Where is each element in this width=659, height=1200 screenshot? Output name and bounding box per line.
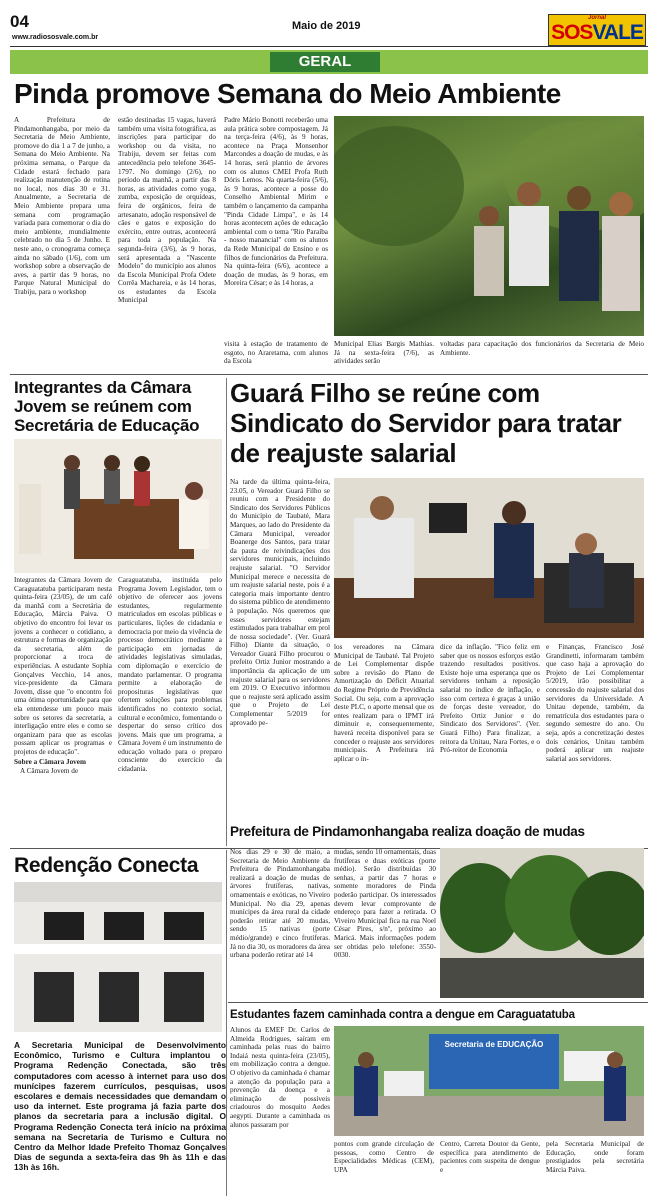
newspaper-logo <box>548 14 646 46</box>
article2-headline: Integrantes da Câmara Jovem se reúnem com Secretária de Educação <box>14 378 200 435</box>
article2-subhead: Sobre a Câmara Jovem <box>14 758 86 767</box>
article1-col6: voltadas para capacitação dos funcionários da Secretaria de Meio Ambiente. <box>440 340 644 357</box>
article3-col4: e Finanças, Francisco José Grandinetti, informaram também que caso haja a aprovação do Projeto de Lei Complementar 5/2019, irão possibilitar a concessão do reajuste salarial dos servidores da Universidade. A Unitau depende, também, da rematrícula dos estudantes para o segundo semestre do ano. Ou seja, após a concretização destes dois cenários, Unitau também poderá aplicar um reajuste salarial aos servidores. <box>546 643 644 763</box>
article5-headline: Redenção Conecta <box>14 854 199 877</box>
article2-photo <box>14 439 222 573</box>
article6-col1: Alunos da EMEF Dr. Carlos de Almeida Rodrigues, saíram em caminhada pelas ruas do bairro Indaiá nesta quinta-feira (23/05), em mobilização contra a dengue. O objetivo da caminhada é chamar a atenção da população para a prevenção da doença e a eliminação de possíveis criadouros do mosquito Aedes aegypti. Durante a caminhada os alunos passaram por <box>230 1026 330 1129</box>
article1-col5: Municipal Elias Bargis Mathias. Já na sexta-feira (7/6), as atividades serão <box>334 340 434 366</box>
logo-vale: VALE <box>592 21 643 44</box>
site-url[interactable]: www.radiososvale.com.br <box>12 34 99 41</box>
article3-col2: los vereadores na Câmara Municipal de Taubaté. Tal Projeto de Lei Complementar dispõe sobre a revisão do Plano de Amortização do Déficit Atuarial do Regime Próprio de Previdência Social. Ou seja, com a aprovação deste PLC, o aporte mensal que os entes realizam para o IPMT irá diminuir e, consequentemente, haverá receita disponível para se conceder o reajuste aos servidores municipais. A Prefeitura irá aplicar o ín- <box>334 643 434 763</box>
article2-col1 <box>14 576 112 846</box>
article6-col4: pela Secretaria Municipal de Educação, onde foram prestigiados pela secretária Márcia Paiva. <box>546 1140 644 1174</box>
article3-headline: Guará Filho se reúne com Sindicato do Servidor para tratar de reajuste salarial <box>230 378 622 468</box>
article6-photo <box>334 1026 644 1136</box>
logo-sos: SOS <box>551 21 593 44</box>
article6-col3: Centro, Carreta Doutor da Gente, específica para atendimento de pacientes com suspeita de dengue e <box>440 1140 540 1174</box>
office-meeting-photo <box>334 478 644 638</box>
section-banner <box>10 50 648 74</box>
divider <box>226 850 227 1196</box>
page-number: 04 <box>10 12 29 31</box>
article4-col1: Nos dias 29 e 30 de maio, a Secretaria de Meio Ambiente da Prefeitura de Pindamonhangaba realizará a doação de mudas de árvores frutíferas, nativas, ornamentais e exóticas, no Viveiro Municipal. No dia 29, apenas munícipes da área rural da cidade poderão retirar até 20 mudas, sendo 15 nativas (porte médio/grande) e cinco frutíferas. Já no dia 30, os moradores da área urbana poderão retirar até 14 <box>230 848 330 960</box>
divider <box>228 1002 648 1003</box>
article5-body: A Secretaria Municipal de Desenvolvimento Econômico, Turismo e Cultura implantou o Programa Redenção Conectada, são três computadores com acesso à internet para uso dos munícipes fazerem currículos, pesquisas, usos escolares e demais necessidades que demandam o uso da internet. Este programa já fazia parte dos planos da secretaria para a inclusão digital. O Programa Redenção Conecta terá início na próxima semana na Secretaria de Turismo e Cultura no Centro da Melhor Idade Prefeito Thomaz Gonçalves Dias de segunda a sexta-feira das 9h às 11h e das 13h às 16h. <box>14 1040 226 1173</box>
logo-top-text: Jornal <box>587 15 606 21</box>
article5-photo <box>14 882 222 1032</box>
computer-room-photo <box>14 882 222 1032</box>
article2-col1-text: Integrantes da Câmara Jovem de Caraguatatuba participaram nesta quinta-feira (23/05), de um café da manhã com a Secretária de Educação, Márcia Paiva. O objetivo do encontro foi levar os jovens a conhecer o cotidiano, a estrutura e formas de organização da secretaria, além de proporcionar a troca de experiências. A estudante Sophia Gonçalves Vecchio, 14 anos, vice-presidente da Câmara Jovem, disse que "o encontro foi uma ótima oportunidade para que ela entendesse um pouco mais sobre os setores da secretaria, a interligação entre eles e como se organizam para que as escolas possam aplicar os programas e projetos de educação". <box>14 576 112 756</box>
article1-col4: visita à estação de tratamento de esgoto, no Araretama, com alunos da Escola <box>224 340 328 366</box>
students-garden-photo <box>334 116 644 336</box>
article4-photo <box>440 848 644 998</box>
article3-col1: Na tarde da última quinta-feira, 23.05, o Vereador Guará Filho se reuniu com a Presidente do Sindicato dos Servidores Públicos do Município de Taubaté, Mara Marques, ao lado do Presidente da Câmara Municipal, vereador Boanerge dos Santos, para tratar da pauta de reivindicações dos servidores municipais, incluindo reajuste salarial. "O Servidor Municipal merece e necessita de um reajuste salarial neste, pois é a categoria mais importante dentro do sistema público de atendimento à população. Nós queremos que esses servidores estejam estimulados para trabalhar em prol de nossa sociedade". (Ver. Guará Filho) Diante da situação, o Vereador Guará Filho procurou o prefeito Ortiz Junior mostrando a importância da aplicação de um reajuste salarial para os servidores em 2019. O Executivo informou que o reajuste será aplicado assim que o Projeto de Lei Complementar 5/2019 for aprovado pe- <box>230 478 330 727</box>
section-label: GERAL <box>270 52 380 72</box>
article6-col2: pontos com grande circulação de pessoas, como Centro de Especialidades Médicas (CEM), UPA <box>334 1140 434 1174</box>
article1-headline: Pinda promove Semana do Meio Ambiente <box>14 78 561 109</box>
meeting-table-photo <box>14 439 222 573</box>
article2-col2: Caraguatatuba, instituída pelo Programa Jovem Legislador, tem o objetivo de oferecer aos jovens estudantes, regularmente matriculados em escolas públicas e particulares, lições de cidadania e democracia por meio da vivência de processo democrático mediante a participação em jornadas de atividades legislativas simuladas, com diplomação e exercício de mandato parlamentar. O programa permite a elaboração de proposituras legislativas que ofertem soluções para problemas identificados no contexto social, cultural e econômico, fomentando o despertar do senso crítico dos jovens. Mais que um programa, a Câmara Jovem é um instrumento de educação voltado para o preparo consciente do exercício da cidadania. <box>118 576 222 774</box>
article1-col3: Padre Mário Bonotti receberão uma aula prática sobre compostagem. Já na terça-feira (4/6), às 9 horas, acontece na Praça Monsenhor Marcondes a doação de mudas, e às 14 horas, será plantio de árvores com os alunos CMEI Profa Ruth Dóris Lemos. Na quarta-feira (5/6), às 9 horas, acontece a posse do Conselho Ambiental Mirim e também o lançamento da campanha "Pinda Cidade Limpa", e às 14 horas acontecem ações de educação ambiental com o tema "Rio Paraíba - nosso manancial" com os alunos da Rede Municipal de Ensino e os filhos de funcionários da Prefeitura. Na quinta-feira (6/6), acontece a doação de mudas, às 9 horas, em Moreira César; e às 14 horas, a <box>224 116 328 288</box>
dengue-banner-text: Secretaria de EDUCAÇÃO <box>444 1040 544 1049</box>
article1-col1: A Prefeitura de Pindamonhangaba, por meio da Secretaria de Meio Ambiente, promove do dia 1 a 7 de junho, a Semana do Meio Ambiente. Na próxima semana, o Parque da Cidade estará fechado para realização manutenção de rotina no local, nos dias 30 e 31. Anualmente, a Secretaria de Meio Ambiente prepara uma semana com programação variada para comemorar o dia do meio ambiente, mundialmente celebrado no dia 5 de Junho. E neste ano, o cronograma começa ainda no sábado (1/6), com um workshop sobre a observação de aves, a partir das 9 horas, no Parque Natural Municipal do Trabiju, para o workshop <box>14 116 110 296</box>
seedlings-photo <box>440 848 644 998</box>
logo-main-text <box>551 22 643 44</box>
article3-photo <box>334 478 644 638</box>
article2-col1-tail: A Câmara Jovem de <box>20 767 79 776</box>
divider <box>226 378 227 846</box>
article4-col2: mudas, sendo 10 ornamentais, duas frutíferas e duas exóticas (porte médio). Serão distribuídas 30 senhas, a partir das 7 horas e somente moradores de Pinda poderão participar. Os interessados devem levar comprovante de endereço para fazer a retirada. O Viveiro Municipal fica na rua Noel César Pires, s/nº, próximo ao Maricá. Mais informações podem ser obtidas pelo telefone: 3550-0030. <box>334 848 436 960</box>
header-rule <box>10 46 648 47</box>
divider <box>10 374 648 375</box>
article3-col3: dice da inflação. "Fico feliz em saber que os nossos esforços estão trazendo resultados positivos. Existe hoje uma esperança que os servidores tenham a reposição salarial no índice de inflação, e isso com certeza é graças à união de forças deste vereador, do Prefeito Ortiz Junior e do Sindicato dos Servidores". (Ver. Guará Filho) Para finalizar, a reitora da Unitau, Nara Fortes, e o Pró-reitor de Economia <box>440 643 540 755</box>
article4-headline: Prefeitura de Pindamonhangaba realiza doação de mudas <box>230 824 585 839</box>
issue-date: Maio de 2019 <box>292 20 361 32</box>
article6-headline: Estudantes fazem caminhada contra a dengue em Caraguatatuba <box>230 1009 575 1021</box>
article1-photo <box>334 116 644 336</box>
article1-col2: estão destinadas 15 vagas, haverá também uma visita fotográfica, as inscrições para participar do workshop ou da visita, no Trabiju, devem ser feitas com antecedência pelo telefone 3645-1797. No domingo (2/6), no período da manhã, a partir das 8 horas, as atividades como yoga, zumba, exposição de orquídeas, feira de orgânicos, feira de artesanato, adoção responsável de cães e gatos e exposição do exército, entre outras, acontecerá para toda a população. Na segunda-feira (3/6), às 9 horas, será apresentada a "Nascente Modelo" do município aos alunos da Escola Municipal Profa Odete Corrêa Machareia, e às 14 horas, os estudantes da Escola Municipal <box>118 116 216 305</box>
